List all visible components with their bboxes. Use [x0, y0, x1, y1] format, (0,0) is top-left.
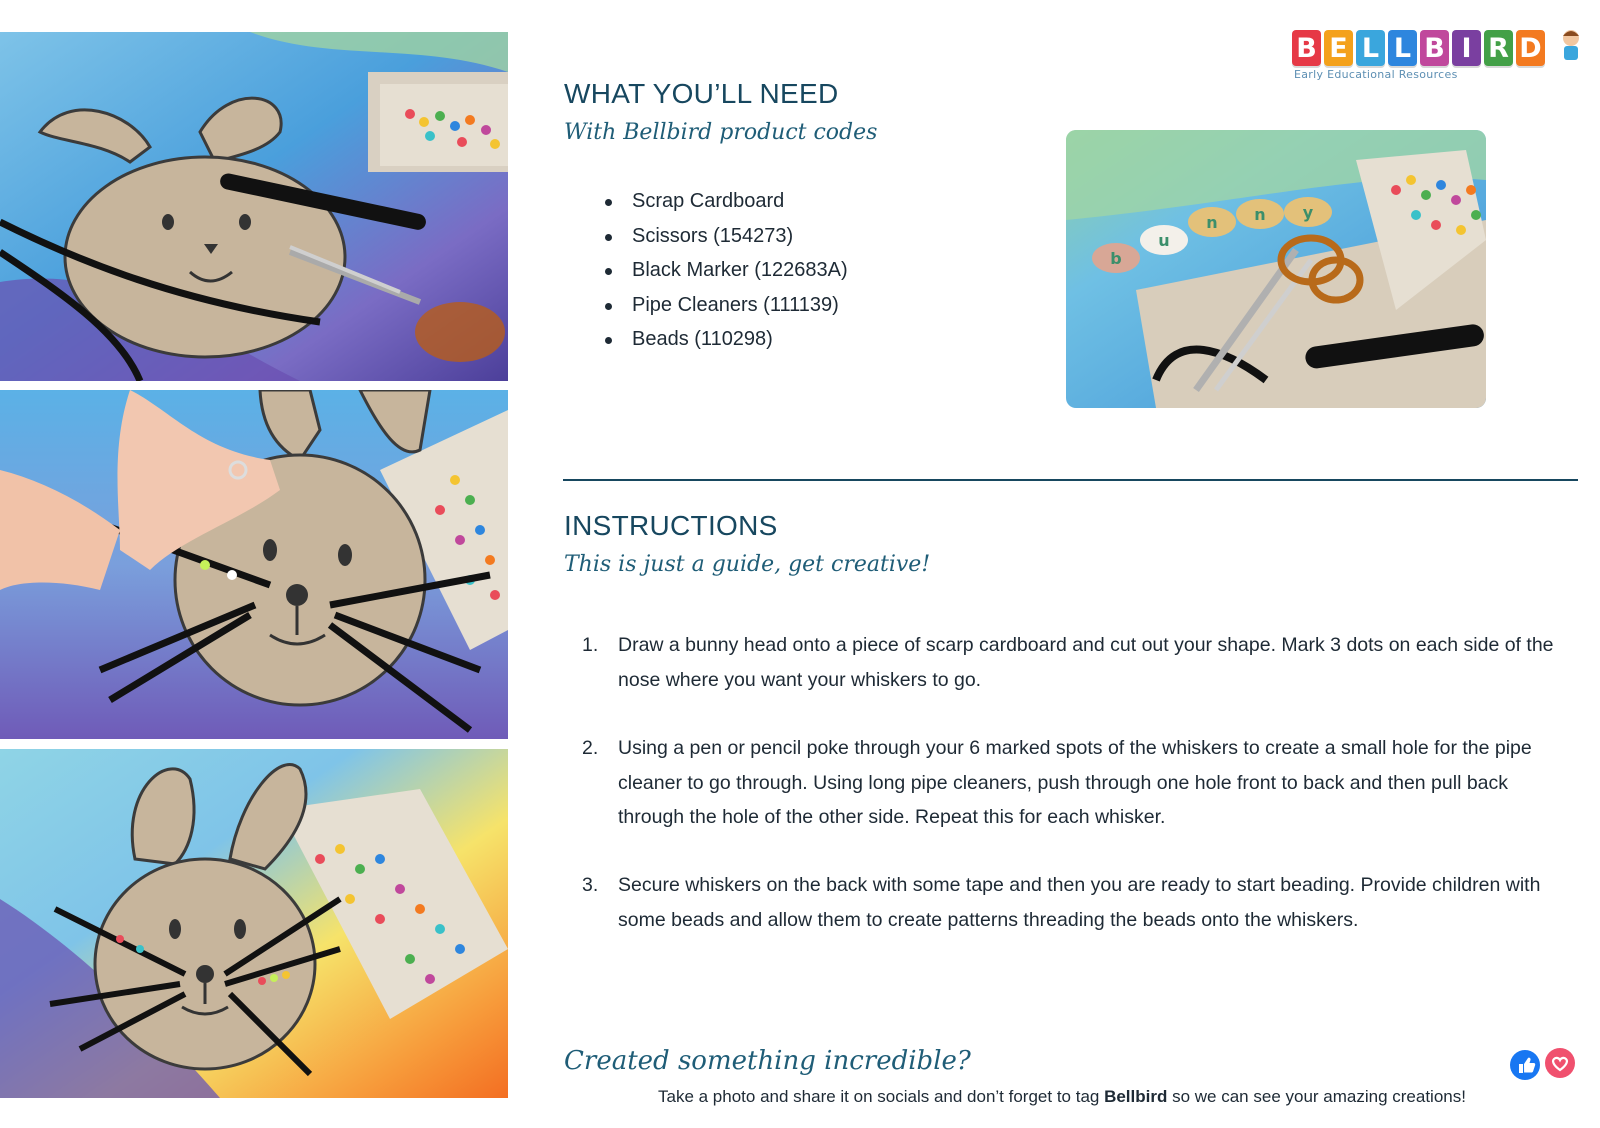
material-label: Scissors (154273) [632, 224, 794, 247]
share-brand: Bellbird [1104, 1087, 1168, 1106]
logo-letter-tile: R [1484, 30, 1513, 66]
section-divider [563, 479, 1578, 481]
material-label: Beads (110298) [632, 328, 773, 350]
material-label: Scrap Cardboard [632, 190, 785, 212]
footer-headline: Created something incredible? [564, 1046, 971, 1076]
materials-list [602, 184, 848, 357]
stone-letter: b [1110, 249, 1122, 268]
materials-list-item [602, 288, 848, 323]
logo-letter-tile: E [1324, 30, 1353, 66]
share-text-before: Take a photo and share it on socials and don’t forget to tag [658, 1087, 1105, 1106]
logo-letter-tile: D [1516, 30, 1545, 66]
step-number: 2. [582, 737, 599, 759]
stone-letter: n [1206, 213, 1218, 232]
materials-list-item [602, 322, 848, 357]
step-text: Secure whiskers on the back with some tape and then you are ready to start beading. Provide children with some beads and allow them to create patterns threading the beads onto the whiskers. [618, 874, 1541, 931]
logo-letter-tile: B [1292, 30, 1321, 66]
logo-letter-tile: L [1388, 30, 1417, 66]
stone-letter: n [1254, 205, 1266, 224]
section-title-instructions: INSTRUCTIONS [564, 510, 778, 541]
bullet-icon [605, 268, 612, 275]
bullet-icon [605, 337, 612, 344]
photo-threading-whiskers [0, 390, 508, 739]
section-subtitle-instructions: This is just a guide, get creative! [564, 552, 931, 577]
materials-list-item [602, 253, 848, 288]
thumbs-up-icon[interactable] [1510, 1050, 1540, 1080]
materials-list-item [602, 184, 848, 219]
section-subtitle-need: With Bellbird product codes [564, 120, 878, 145]
heart-icon[interactable] [1545, 1048, 1575, 1078]
bullet-icon [605, 199, 612, 206]
step-number: 1. [582, 634, 599, 656]
photo-bunny-drawing [0, 32, 508, 381]
photo-supplies [1066, 130, 1486, 408]
photo-finished-bunny [0, 749, 508, 1098]
bellbird-logo [1292, 30, 1582, 92]
section-title-need: WHAT YOU’LL NEED [564, 78, 839, 109]
kid-mascot-icon [1560, 28, 1582, 68]
bullet-icon [605, 234, 612, 241]
logo-letter-tile: I [1452, 30, 1481, 66]
bullet-icon [605, 303, 612, 310]
instruction-step [578, 628, 1558, 697]
step-number: 3. [582, 874, 599, 896]
materials-list-item [602, 219, 848, 254]
logo-letter-tile: L [1356, 30, 1385, 66]
material-label: Pipe Cleaners (111139) [632, 293, 839, 316]
instruction-step [578, 868, 1558, 937]
step-text: Draw a bunny head onto a piece of scarp cardboard and cut out your shape. Mark 3 dots on each side of the nose where you want your whiskers to go. [618, 634, 1554, 691]
logo-tagline: Early Educational Resources [1294, 68, 1458, 81]
share-text-after: so we can see your amazing creations! [1167, 1087, 1466, 1106]
instruction-step [578, 731, 1558, 835]
stone-letter: y [1302, 203, 1314, 222]
footer-share-text [658, 1087, 1466, 1107]
material-label: Black Marker (122683A) [632, 259, 848, 281]
logo-letter-tile: B [1420, 30, 1449, 66]
step-text: Using a pen or pencil poke through your 6 marked spots of the whiskers to create a small hole for the pipe cleaner to go through. Using long pipe cleaners, push through one hole front to back and then pull back through the hole of the other side. Repeat this for each whisker. [618, 737, 1532, 828]
stone-letter: u [1158, 231, 1170, 250]
